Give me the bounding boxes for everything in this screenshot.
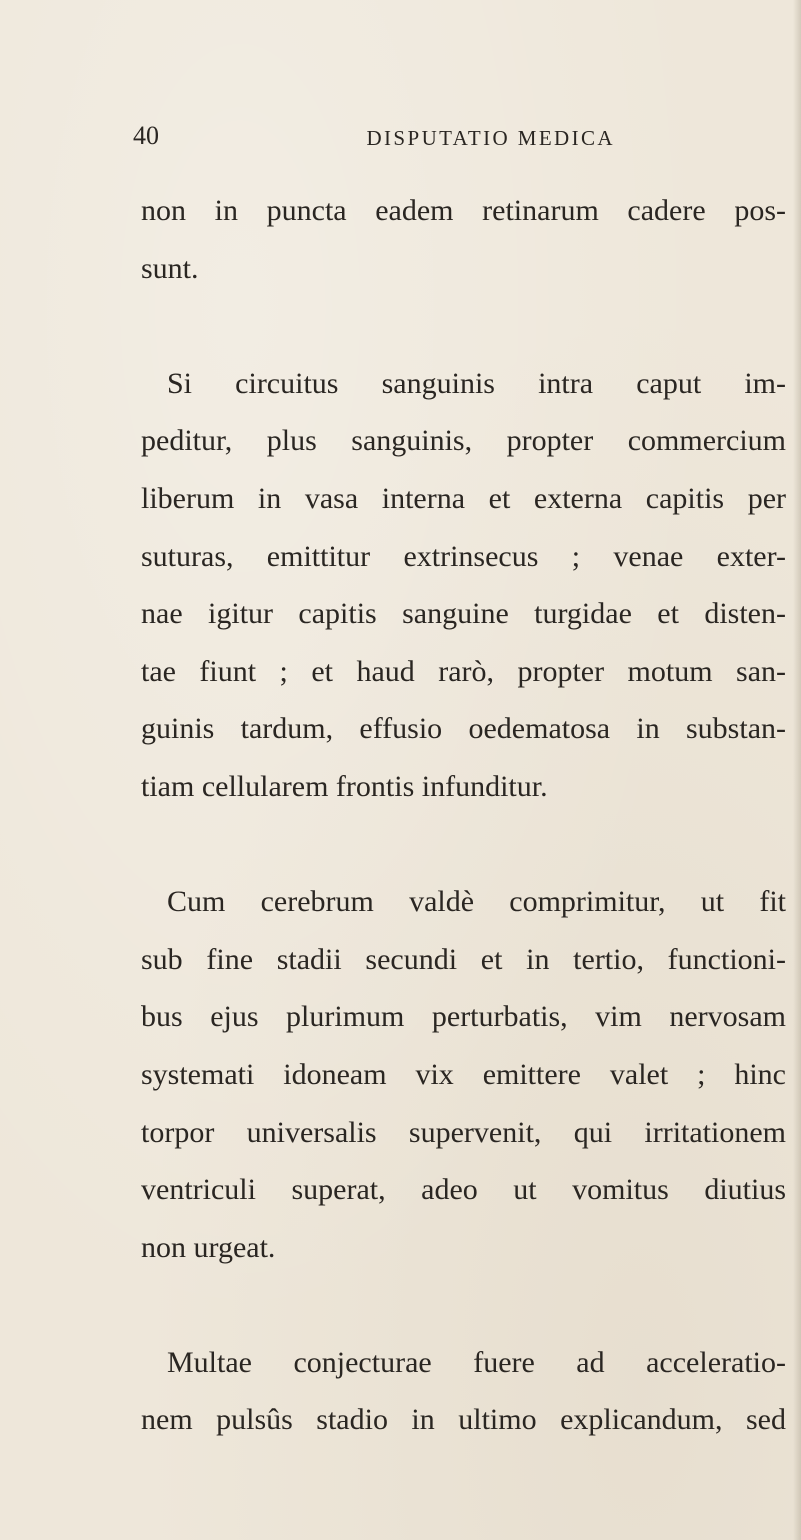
paragraph-4 [141, 1334, 786, 1449]
body-text [141, 182, 786, 1449]
text-line: Si circuitus sanguinis intra caput im- [167, 366, 786, 400]
page-number: 40 [133, 121, 159, 150]
page-header [133, 121, 615, 151]
paragraph-1 [141, 182, 786, 297]
text-line: liberum in vasa interna et externa capitis per [141, 481, 786, 515]
text-line: Cum cerebrum valdè comprimitur, ut fit [167, 885, 786, 919]
text-line: torpor universalis supervenit, qui irritationem [141, 1115, 786, 1149]
text-line: sunt. [141, 251, 199, 285]
text-line: nae igitur capitis sanguine turgidae et disten- [141, 597, 786, 631]
text-line: nem pulsûs stadio in ultimo explicandum, sed [141, 1403, 786, 1437]
text-line: suturas, emittitur extrinsecus ; venae exter- [141, 539, 786, 573]
text-line: tiam cellularem frontis infunditur. [141, 769, 548, 803]
page-edge-shadow [793, 0, 801, 1540]
paragraph-2 [141, 355, 786, 816]
text-line: systemati idoneam vix emittere valet ; hinc [141, 1057, 786, 1091]
running-head: DISPUTATIO MEDICA [366, 126, 615, 150]
text-line: Multae conjecturae fuere ad acceleratio- [167, 1345, 786, 1379]
text-line: sub fine stadii secundi et in tertio, functioni- [141, 942, 786, 976]
paragraph-3 [141, 873, 786, 1276]
text-line: non urgeat. [141, 1230, 276, 1264]
text-line: tae fiunt ; et haud rarò, propter motum san- [141, 654, 786, 688]
text-line: peditur, plus sanguinis, propter commercium [141, 424, 786, 458]
text-line: non in puncta eadem retinarum cadere pos- [141, 194, 786, 227]
text-line: guinis tardum, effusio oedematosa in substan- [141, 712, 786, 746]
text-line: ventriculi superat, adeo ut vomitus diutius [141, 1173, 786, 1207]
text-line: bus ejus plurimum perturbatis, vim nervosam [141, 1000, 786, 1034]
